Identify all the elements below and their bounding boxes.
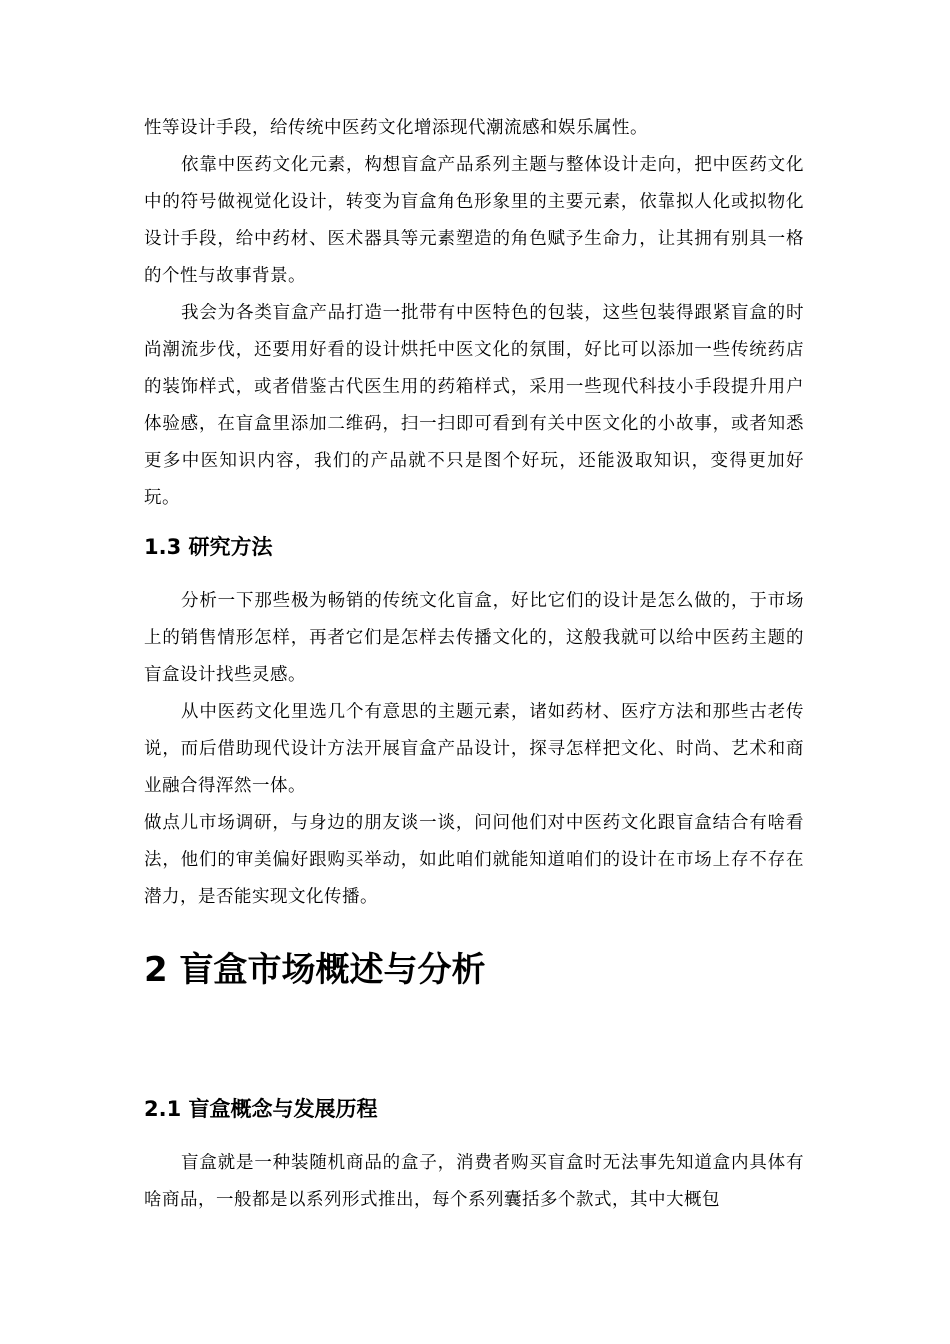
section-heading-research-methods: 1.3 研究方法 [144,535,273,559]
section-heading-blind-box-concept: 2.1 盲盒概念与发展历程 [144,1097,378,1121]
paragraph-method-survey: 做点儿市场调研，与身边的朋友谈一谈，问问他们对中医药文化跟盲盒结合有啥看法，他们的审美偏好跟购买举动，如此咱们就能知道咱们的设计在市场上存不存在潜力，是否能实现文化传播。 [144,813,804,907]
paragraph-packaging: 我会为各类盲盒产品打造一批带有中医特色的包装，这些包装得跟紧盲盒的时尚潮流步伐，还要用好看的设计烘托中医文化的氛围，好比可以添加一些传统药店的装饰样式，或者借鉴古代医生用的药箱样式，采用一些现代科技小手段提升用户体验感，在盲盒里添加二维码，扫一扫即可看到有关中医文化的小故事，或者知悉更多中医知识内容，我们的产品就不只是图个好玩，还能汲取知识，变得更加好玩。 [144,303,804,508]
paragraph-method-design: 从中医药文化里选几个有意思的主题元素，诸如药材、医疗方法和那些古老传说，而后借助现代设计方法开展盲盒产品设计，探寻怎样把文化、时尚、艺术和商业融合得浑然一体。 [144,702,804,796]
paragraph-blind-box-definition: 盲盒就是一种装随机商品的盒子，消费者购买盲盒时无法事先知道盒内具体有啥商品，一般都是以系列形式推出，每个系列囊括多个款式，其中大概包 [144,1153,804,1210]
paragraph-intro-tail: 性等设计手段，给传统中医药文化增添现代潮流感和娱乐属性。 [144,118,648,138]
paragraph-method-analysis: 分析一下那些极为畅销的传统文化盲盒，好比它们的设计是怎么做的，于市场上的销售情形怎样，再者它们是怎样去传播文化的，这般我就可以给中医药主题的盲盒设计找些灵感。 [144,591,804,685]
paragraph-design-approach: 依靠中医药文化元素，构想盲盒产品系列主题与整体设计走向，把中医药文化中的符号做视觉化设计，转变为盲盒角色形象里的主要元素，依靠拟人化或拟物化设计手段，给中药材、医术器具等元素塑造的角色赋予生命力，让其拥有别具一格的个性与故事背景。 [144,155,804,286]
chapter-heading-blind-box-market: 2 盲盒市场概述与分析 [144,950,486,990]
